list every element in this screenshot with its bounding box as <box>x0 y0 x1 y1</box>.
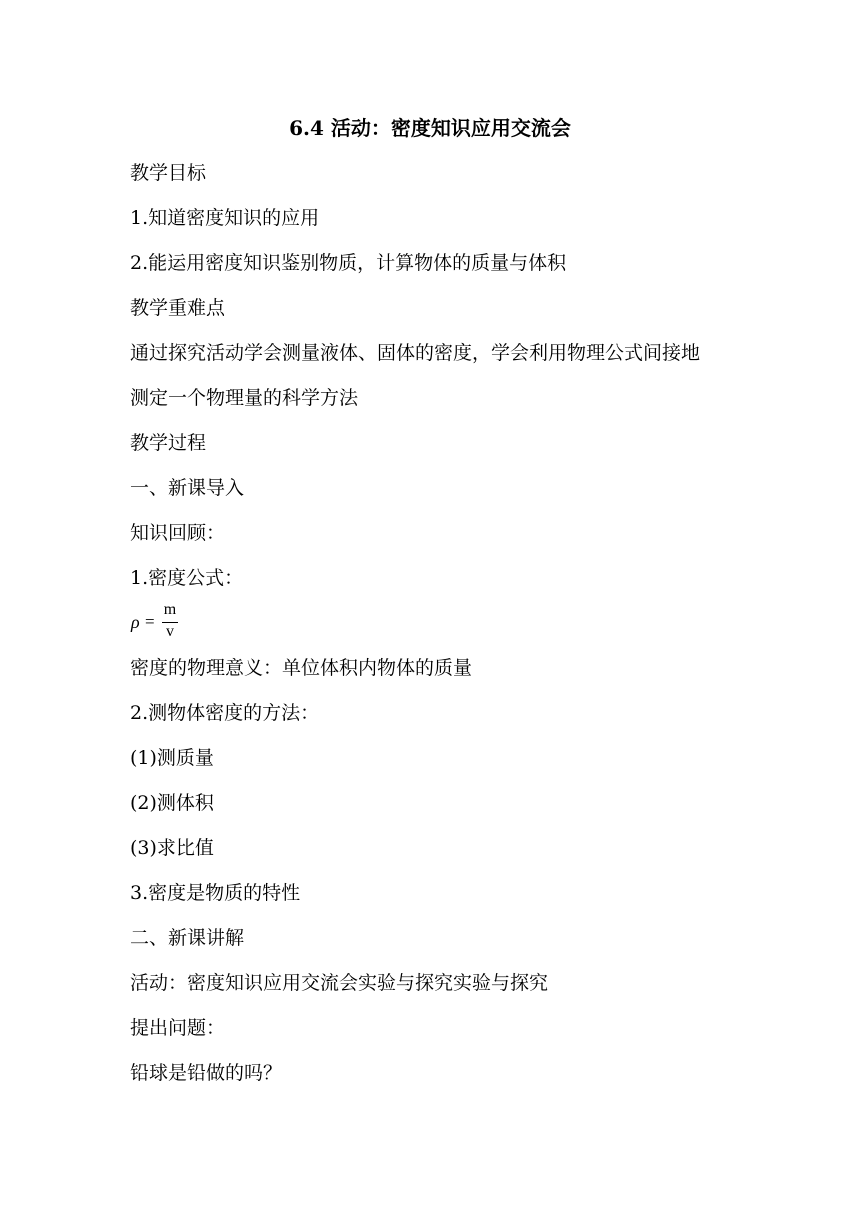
density-property-text: 3.密度是物质的特性 <box>130 882 301 904</box>
method-step-1: (1)测质量 <box>130 747 214 769</box>
measure-method-label: 2.测物体密度的方法： <box>130 702 320 724</box>
heading-teaching-goals: 教学目标 <box>130 162 207 184</box>
density-meaning-text: 密度的物理意义：单位体积内物体的质量 <box>130 657 473 679</box>
method-step-3: (3)求比值 <box>130 837 214 859</box>
formula-rho-symbol: ρ <box>131 612 140 632</box>
knowledge-review-label: 知识回顾： <box>130 522 226 544</box>
section-heading-intro: 一、新课导入 <box>130 477 245 499</box>
formula-equals-sign: = <box>145 612 155 631</box>
goal-item-1: 1.知道密度知识的应用 <box>130 207 320 229</box>
method-step-2: (2)测体积 <box>130 792 214 814</box>
section-heading-lecture: 二、新课讲解 <box>130 927 245 949</box>
heading-key-points: 教学重难点 <box>130 297 226 319</box>
raise-question-label: 提出问题： <box>130 1017 226 1039</box>
density-formula <box>130 602 190 642</box>
key-points-text-line-1: 通过探究活动学会测量液体、固体的密度，学会利用物理公式间接地 <box>130 342 701 364</box>
density-formula-label: 1.密度公式： <box>130 567 244 589</box>
goal-item-2: 2.能运用密度知识鉴别物质，计算物体的质量与体积 <box>130 252 567 274</box>
key-points-text-line-2: 测定一个物理量的科学方法 <box>130 387 359 409</box>
formula-denominator: v <box>166 623 174 640</box>
heading-teaching-process: 教学过程 <box>130 432 207 454</box>
activity-text: 活动：密度知识应用交流会实验与探究实验与探究 <box>130 972 549 994</box>
formula-numerator: m <box>163 601 177 618</box>
question-text: 铅球是铅做的吗？ <box>130 1062 283 1084</box>
document-title: 6.4 活动：密度知识应用交流会 <box>289 116 571 140</box>
